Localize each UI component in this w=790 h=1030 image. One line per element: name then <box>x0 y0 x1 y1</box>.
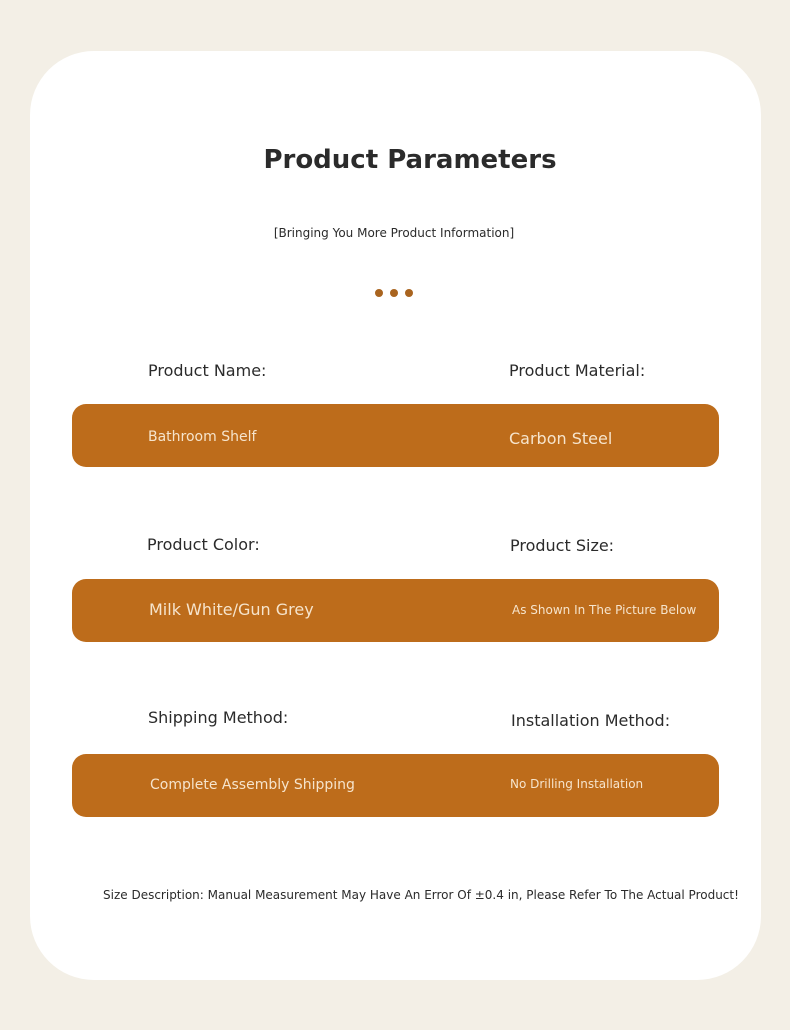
product-name-label: Product Name: <box>148 361 267 380</box>
dot-icon <box>405 289 413 297</box>
content-card <box>30 51 761 980</box>
product-color-value: Milk White/Gun Grey <box>149 600 314 619</box>
dot-icon <box>390 289 398 297</box>
installation-method-value: No Drilling Installation <box>510 777 644 791</box>
shipping-method-label: Shipping Method: <box>148 708 289 727</box>
product-color-label: Product Color: <box>147 535 260 554</box>
product-name-value: Bathroom Shelf <box>148 429 257 445</box>
decorative-dots <box>375 289 413 297</box>
page-subtitle: [Bringing You More Product Information] <box>273 226 515 240</box>
dot-icon <box>375 289 383 297</box>
product-size-label: Product Size: <box>510 536 615 555</box>
size-description-note: Size Description: Manual Measurement May Have An Error Of ±0.4 in, Please Refer To The Actual Product! <box>103 888 739 902</box>
shipping-method-value: Complete Assembly Shipping <box>150 777 355 793</box>
product-size-value: As Shown In The Picture Below <box>512 603 697 617</box>
product-material-label: Product Material: <box>509 361 646 380</box>
page-title: Product Parameters <box>263 145 557 175</box>
installation-method-label: Installation Method: <box>511 711 671 730</box>
product-material-value: Carbon Steel <box>509 429 613 448</box>
